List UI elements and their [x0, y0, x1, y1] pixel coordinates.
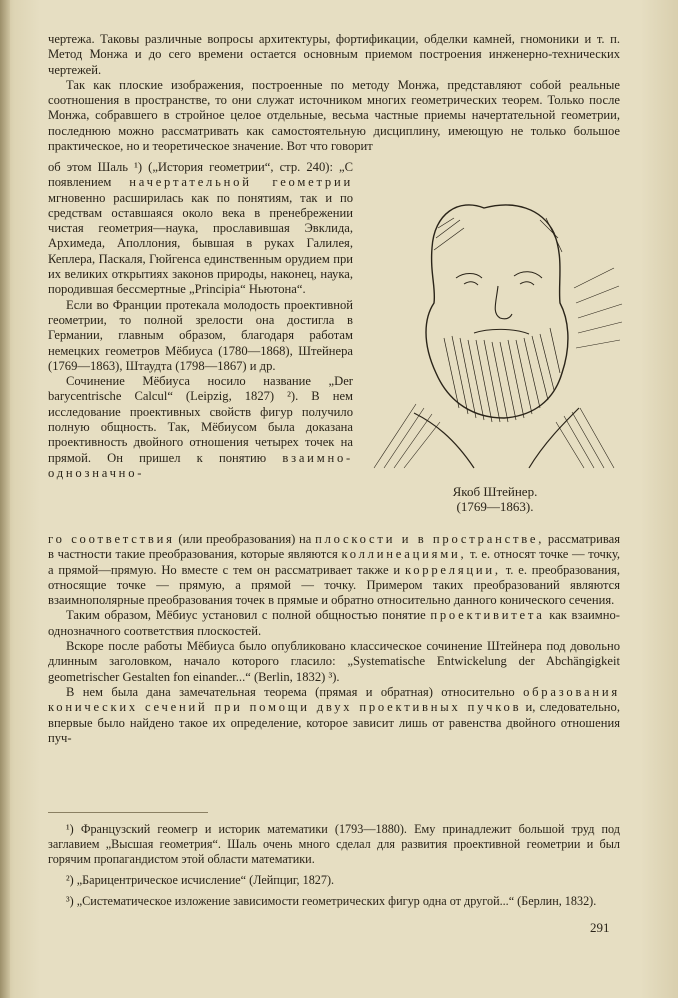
spaced-emphasis: взаимно-однозначно- [48, 450, 353, 480]
footnote-separator [48, 812, 208, 813]
paragraph: Вскоре после работы Мёбиуса было опубликовано классическое сочинение Штейнера под довольно длинным заголовком, начало которого гласило: „Systematische Entwickelung der Abchängigkeit geometrischer Gestalten fon einander...“ (Berlin, 1832) ³). [48, 639, 620, 684]
spaced-emphasis: образования конических сечений при помощи двух проективных пучков [48, 684, 620, 715]
portrait-caption [420, 484, 570, 514]
spaced-emphasis: коллинеациями, [341, 547, 467, 562]
paragraph [48, 532, 620, 608]
spaced-emphasis: плоскости и в пространстве, [315, 532, 545, 546]
paragraph [48, 160, 353, 298]
paragraph [48, 608, 620, 639]
footnote: ²) „Барицентрическое исчисление“ (Лейпциг, 1827). [66, 873, 335, 887]
spaced-emphasis: начертательной геометрии [129, 175, 354, 190]
footnotes [48, 822, 620, 915]
page-number: 291 [590, 920, 610, 935]
text-run: и, следовательно, впервые было найдено такое их определение, которое зависит лишь от равенства двойного отношения пуч- [48, 700, 620, 745]
text-run: т. е. преобразования, относящие точке — прямую, а прямой — точку. Примером таких преобразований являются взаимнополярные преобразования точек в прямые и обратно относительно данного конического сечения. [48, 562, 621, 608]
paragraph: чертежа. Таковы различные вопросы архитектуры, фортификации, обделки камней, гномоники и т. п. Метод Монжа и до сего времени остается основным приемом построения инженерно-технических чертежей. [48, 32, 620, 77]
text-run: В нем была дана замечательная теорема (прямая и обратная) относительно [66, 684, 524, 699]
text-run: т. е. относят точке — точку, а прямой—прямую. Но вместе с тем он рассматривает также и [48, 547, 620, 577]
text-run: (или преобразования) на [174, 532, 316, 546]
footnote: ³) „Систематическое изложение зависимости геометрических фигур одна от другой...“ (Берлин, 1832). [66, 894, 597, 908]
text-run: рассматривая в частности такие преобразования, которые являются [48, 532, 620, 562]
text-run: Сочинение Мёбиуса носило название „Der barycentrische Calcul“ (Leipzig, 1827) ²). В нем исследование проективных свойств фигур получило полную общность. Так, Мёбиусом была доказана проективность двойного отношения четырех точек на прямой. Он пришел к понятию [48, 374, 353, 465]
caption-name: Якоб Штейнер. [452, 484, 538, 499]
spaced-emphasis: го соответствия [48, 532, 175, 546]
paragraph: Так как плоские изображения, построенные по методу Монжа, представляют собой реальные соотношения в пространстве, то они служат источником многих геометрических теорем. Только после Монжа, собравшего в стройное целое отдельные, весьма частные приемы начертательной геометрии, последнюю можно рассматривать как самостоятельную дисциплину, имеющую не только большое практическое, но и теоретическое значение. Вот что говорит [48, 77, 620, 154]
text-run: об этом Шаль ¹) („История геометрии“, стр. 240): „С появлением [48, 160, 353, 190]
steiner-portrait-engraving [364, 168, 626, 476]
paragraph [48, 685, 620, 746]
bottom-text-block [48, 532, 620, 746]
footnote: ¹) Французский геомегр и историк математики (1793—1880). Ему принадлежит большой труд под заглавием „Высшая геометрия“. Шаль очень много сделал для развития проективной геометрии и был горячим пропагандистом этой области математики. [48, 822, 620, 866]
paragraph: Если во Франции протекала молодость проективной геометрии, то полной зрелости она достигла в Германии, главным образом, благодаря работам немецких геометров Мёбиуса (1780—1868), Штейнера (1769—1863), Штаудта (1798—1867) и др. [48, 297, 353, 373]
page-spine-shadow [0, 0, 10, 998]
paragraph [48, 374, 353, 481]
text-run: как взаимно-однозначного соответствия плоскостей. [48, 608, 620, 638]
top-text-block [48, 32, 620, 154]
spaced-emphasis: корреляции, [404, 562, 501, 577]
left-column-text [48, 160, 353, 481]
text-run: Таким образом, Мёбиус установил с полной общностью понятие [66, 608, 431, 623]
caption-years: (1769—1863). [456, 499, 534, 514]
spaced-emphasis: проективитета [430, 608, 545, 623]
text-run: мгновенно расширилась как по понятиям, так и по средствам оставшаяся около века в пренебрежении чистая геометрия—наука, прославившая Эвклида, Архимеда, Аполлония, бывшая в руках Галилея, Кеплера, Паскаля, Гюйгенса единственным орудием при их великих открытиях законов природы, наконец, наука, породившая бессмертные „Principia“ Ньютона“. [48, 190, 353, 297]
